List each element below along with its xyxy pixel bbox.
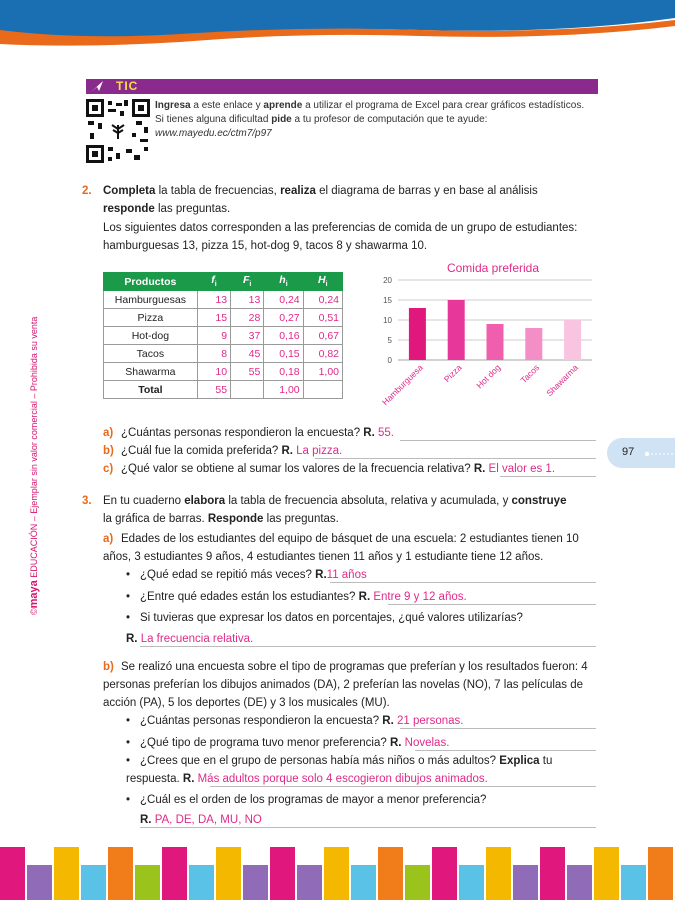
exercise-3b-text: b) Se realizó una encuesta sobre el tipo de programas que preferían y los resultados fueron: 4 personas preferían los dibujos animados (DA), 2 preferían las novelas (NO), 7 las películas de acción (PA), 5 los deportes (DE) y 3 los musicales (MU). xyxy=(103,661,588,709)
rocket-icon xyxy=(90,80,104,93)
table-row: Tacos 8 45 0,15 0,82 xyxy=(104,345,343,363)
strip-block xyxy=(405,865,430,900)
header-Fi: $F_i$ xyxy=(231,273,264,291)
answer-line xyxy=(400,426,596,441)
exercise-3a-text: a) Edades de los estudiantes del equipo de básquet de una escuela: 2 estudiantes tienen 10 años, 3 estudiantes 9 años, 4 estudiantes tienen 11 años y 1 estudiante tiene 12 años. xyxy=(103,533,579,563)
table-row: Hot-dog 9 37 0,16 0,67 xyxy=(104,327,343,345)
strip-block xyxy=(432,847,457,900)
table-row: Shawarma 10 55 0,18 1,00 xyxy=(104,363,343,381)
page-number: 97 xyxy=(622,446,635,458)
strip-block xyxy=(567,865,592,900)
strip-block xyxy=(297,865,322,900)
tic-link[interactable]: www.mayedu.ec/ctm7/p97 xyxy=(155,128,272,139)
strip-block xyxy=(54,847,79,900)
top-decorative-band xyxy=(0,0,675,46)
bar-pizza xyxy=(448,300,465,360)
strip-block xyxy=(189,865,214,900)
answer-line xyxy=(210,772,596,787)
exercise-2-question-b: b) ¿Cuál fue la comida preferida? R. La pizza. xyxy=(103,445,343,457)
exercise-3b-q4-answer: R. PA, DE, DA, MU, NO xyxy=(140,814,262,826)
y-tick-label: 20 xyxy=(383,276,392,285)
bar-chart-comida-preferida xyxy=(360,258,600,418)
strip-block xyxy=(621,865,646,900)
strip-block xyxy=(162,847,187,900)
strip-block xyxy=(324,847,349,900)
tic-title: TIC xyxy=(116,79,139,93)
strip-block xyxy=(540,847,565,900)
tic-description: Ingresa a este enlace y aprende a utilizar el programa de Excel para crear gráficos estadísticos. Si tienes alguna dificultad pide a tu profesor de computación que te ayude: www.mayedu.ec/ctm7/p97 xyxy=(155,100,585,139)
answer-line xyxy=(140,813,596,828)
x-tick-label: Hot dog xyxy=(474,362,503,391)
strip-block xyxy=(0,847,25,900)
bar-hamburguesa xyxy=(409,308,426,360)
strip-block xyxy=(108,847,133,900)
x-tick-label: Tacos xyxy=(518,362,542,386)
chart-title: Comida preferida xyxy=(446,261,540,275)
header-Hi: $H_i$ xyxy=(303,273,342,291)
x-tick-label: Hamburguesa xyxy=(379,362,425,408)
exercise-3a-q3: • Si tuvieras que expresar los datos en porcentajes, ¿qué valores utilizarías? xyxy=(126,612,523,624)
strip-block xyxy=(243,865,268,900)
strip-block xyxy=(486,847,511,900)
exercise-3-instruction: 3. En tu cuaderno elabora la tabla de frecuencia absoluta, relativa y acumulada, y construye la gráfica de barras. Responde las preguntas. xyxy=(82,495,567,525)
exercise-3b-q4: • ¿Cuál es el orden de los programas de mayor a menor preferencia? xyxy=(126,794,487,806)
strip-block xyxy=(27,865,52,900)
exercise-2-question-c: c) ¿Qué valor se obtiene al sumar los valores de la frecuencia relativa? R. El valor es 1. xyxy=(103,463,556,475)
header-hi: $h_i$ xyxy=(264,273,303,291)
qr-code[interactable] xyxy=(86,99,150,163)
answer-line xyxy=(315,444,596,459)
bar-hot-dog xyxy=(487,324,504,360)
table-total-row: Total 55 1,00 xyxy=(104,381,343,399)
exercise-2-intro: Los siguientes datos corresponden a las preferencias de comida de un grupo de estudiantes: hamburguesas 13, pizza 15, hot-dog 9, tacos 8 y shawarma 10. xyxy=(103,222,578,252)
exercise-3a-q3-answer: R. La frecuencia relativa. xyxy=(126,633,254,645)
table-row: Pizza 15 28 0,27 0,51 xyxy=(104,309,343,327)
answer-line xyxy=(400,714,596,729)
x-tick-label: Shawarma xyxy=(544,362,581,399)
strip-block xyxy=(648,847,673,900)
page-tab-dots xyxy=(644,450,674,458)
x-tick-label: Pizza xyxy=(441,362,464,385)
exercise-3b-q3: • ¿Crees que en el grupo de personas había más niños o más adultos? Explica tu respuesta. R. Más adultos porque solo 4 escogieron dibujos animados. xyxy=(126,755,553,785)
strip-block xyxy=(459,865,484,900)
bar-shawarma xyxy=(564,320,581,360)
table-row: Hamburguesas 13 13 0,24 0,24 xyxy=(104,291,343,309)
y-tick-label: 5 xyxy=(387,336,392,345)
exercise-2-instruction: 2. Completa la tabla de frecuencias, realiza el diagrama de barras y en base al análisis responde las preguntas. xyxy=(82,185,538,215)
strip-block xyxy=(135,865,160,900)
strip-block xyxy=(351,865,376,900)
y-tick-label: 15 xyxy=(383,296,392,305)
y-tick-label: 10 xyxy=(383,316,392,325)
strip-block xyxy=(216,847,241,900)
exercise-3b-q2: • ¿Qué tipo de programa tuvo menor preferencia? R. Novelas. xyxy=(126,737,450,749)
bar-tacos xyxy=(525,328,542,360)
side-copyright-text: ©maya EDUCACIÓN – Ejemplar sin valor comercial – Prohibida su venta xyxy=(28,316,40,615)
header-fi: $f_i$ xyxy=(197,273,230,291)
bottom-decorative-strip xyxy=(0,845,675,900)
answer-line xyxy=(388,590,596,605)
answer-line xyxy=(500,462,596,477)
table-header-row xyxy=(104,273,343,291)
exercise-3a-q1: • ¿Qué edad se repitió más veces? R.11 años xyxy=(126,569,367,581)
exercise-3a-q2: • ¿Entre qué edades están los estudiantes? R. Entre 9 y 12 años. xyxy=(126,591,467,603)
header-productos: Productos xyxy=(104,273,198,291)
strip-block xyxy=(513,865,538,900)
answer-line xyxy=(415,736,596,751)
strip-block xyxy=(270,847,295,900)
tic-header-bar xyxy=(86,79,598,94)
strip-block xyxy=(81,865,106,900)
strip-block xyxy=(594,847,619,900)
exercise-2-question-a: a) ¿Cuántas personas respondieron la encuesta? R. 55. xyxy=(103,427,394,439)
exercise-3b-q1: • ¿Cuántas personas respondieron la encuesta? R. 21 personas. xyxy=(126,715,464,727)
y-tick-label: 0 xyxy=(387,356,392,365)
answer-line xyxy=(330,568,596,583)
strip-block xyxy=(378,847,403,900)
frequency-table xyxy=(103,272,343,399)
answer-line xyxy=(140,632,596,647)
